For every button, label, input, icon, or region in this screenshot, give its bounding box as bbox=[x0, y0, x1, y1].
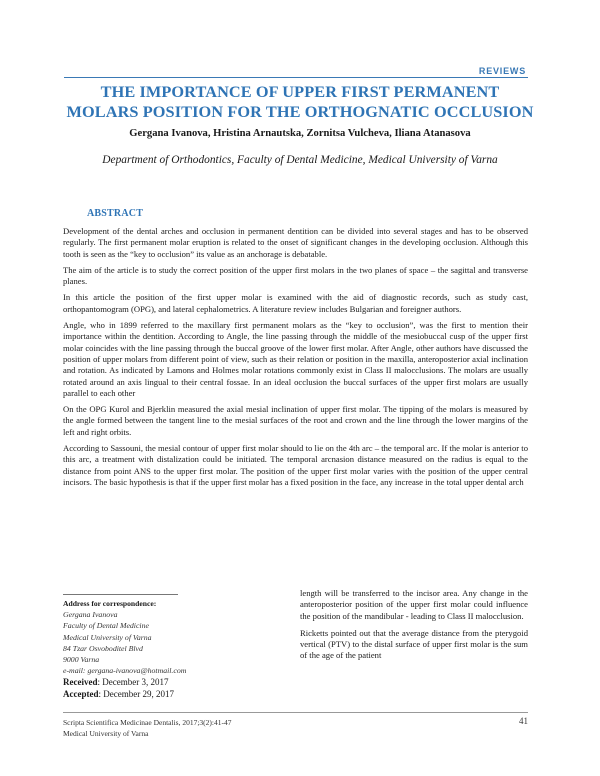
abstract-heading: ABSTRACT bbox=[87, 208, 144, 219]
article-title bbox=[60, 82, 540, 122]
abstract-paragraph: The aim of the article is to study the correct position of the upper first molars in the two planes of space – the sagittal and transverse planes. bbox=[63, 264, 528, 287]
title-line-2: MOLARS POSITION FOR THE ORTHOGNATIC OCCLUSION bbox=[66, 102, 534, 121]
footer-citation bbox=[63, 718, 232, 739]
correspondence-block bbox=[63, 594, 283, 676]
page-number: 41 bbox=[519, 716, 528, 726]
section-label: REVIEWS bbox=[478, 66, 526, 76]
right-column bbox=[300, 588, 528, 668]
title-line-1: THE IMPORTANCE OF UPPER FIRST PERMANENT bbox=[100, 82, 500, 101]
footer-divider bbox=[63, 712, 528, 713]
body-paragraph: length will be transferred to the incisor area. Any change in the anteroposterior position of the upper first molar could influence the position of the mandibular - leading to Class II malocclusion. bbox=[300, 588, 528, 621]
correspondence-line: Faculty of Dental Medicine bbox=[63, 621, 149, 631]
received-date bbox=[63, 676, 174, 688]
abstract-paragraph: On the OPG Kurol and Bjerklin measured the axial mesial inclination of upper first molar. The tipping of the molars is measured by the angle formed between the tangent line to the mesial surfaces of the root and crown and the line through the lower margins of the left and right orbits. bbox=[63, 404, 528, 437]
correspondence-heading: Address for correspondence: bbox=[63, 599, 157, 608]
accepted-label: Accepted bbox=[63, 689, 99, 699]
received-value: : December 3, 2017 bbox=[97, 677, 169, 687]
abstract-paragraph: According to Sassouni, the mesial contour of upper first molar should to lie on the 4th arc – the temporal arc. If the molar is anterior to this arc, a treatment with distalization could be initiated. The temporal arcnasion distance measured on the radius is equal to the distance from point ANS to the upper first molar. The position of the upper first molar varies with the position of the upper central incisors. The basic hypothesis is that if the upper first molar has a fixed position in the face, any increase in the total upper dental arch bbox=[63, 443, 528, 487]
received-label: Received bbox=[63, 677, 98, 687]
correspondence-email[interactable]: e-mail: gergana-ivanova@hotmail.com bbox=[63, 666, 187, 676]
correspondence-line: Medical University of Varna bbox=[63, 632, 152, 642]
correspondence-divider bbox=[63, 594, 178, 595]
abstract-paragraph: Angle, who in 1899 referred to the maxillary first permanent molars as the “key to occlusion”, was the first to mention their importance within the dentition. According to Angle, the line passing through the middle of the mesiobuccal cusp of the upper first molar coincides with the line passing through the buccal groove of the lower first molar. After Angle, other authors have discussed the position of upper molars from different point of view, such as their relation or position in the maxilla, anteroposterior axial inclination and rotation. As indicated by Lamons and Holmes molar rotations commonly exist in Class II malocclusions. The molars are usually rotated around an axis lingual to their central fossae. In an ideal occlusion the buccal surfaces of the upper first molars are usually parallel to each other bbox=[63, 320, 528, 398]
journal-citation: Scripta Scientifica Medicinae Dentalis, 2017;3(2):41-47 bbox=[63, 718, 232, 727]
abstract-paragraph: In this article the position of the first upper molar is examined with the aid of diagnostic records, such as study cast, orthopantomogram (OPG), and lateral cephalometrics. A literature review includes Bulgarian and foreigner authors. bbox=[63, 292, 528, 314]
correspondence-line: 9000 Varna bbox=[63, 655, 100, 665]
accepted-date bbox=[63, 688, 174, 700]
abstract-paragraph: Development of the dental arches and occlusion in permanent dentition can be divided into several stages and has to be observed regularly. The first permanent molar eruption is related to the onset of significant changes in the developing occlusion. Although this tooth is seen as the “key to occlusion” its value as an anchorage is debatable. bbox=[63, 226, 528, 259]
body-paragraph: Ricketts pointed out that the average distance from the pterygoid vertical (PTV) to the distal surface of upper first molar is the sum of the age of the patient bbox=[300, 627, 528, 661]
correspondence-line: 84 Tzar Osvoboditel Blvd bbox=[63, 643, 143, 653]
abstract-body bbox=[63, 226, 528, 493]
header-divider bbox=[64, 77, 528, 78]
correspondence-line: Gergana Ivanova bbox=[63, 610, 118, 620]
accepted-value: : December 29, 2017 bbox=[98, 689, 174, 699]
publisher: Medical University of Varna bbox=[63, 728, 149, 738]
author-list: Gergana Ivanova, Hristina Arnautska, Zornitsa Vulcheva, Iliana Atanasova bbox=[129, 128, 471, 139]
affiliation: Department of Orthodontics, Faculty of Dental Medicine, Medical University of Varna bbox=[102, 154, 498, 166]
dates-block bbox=[63, 676, 174, 700]
